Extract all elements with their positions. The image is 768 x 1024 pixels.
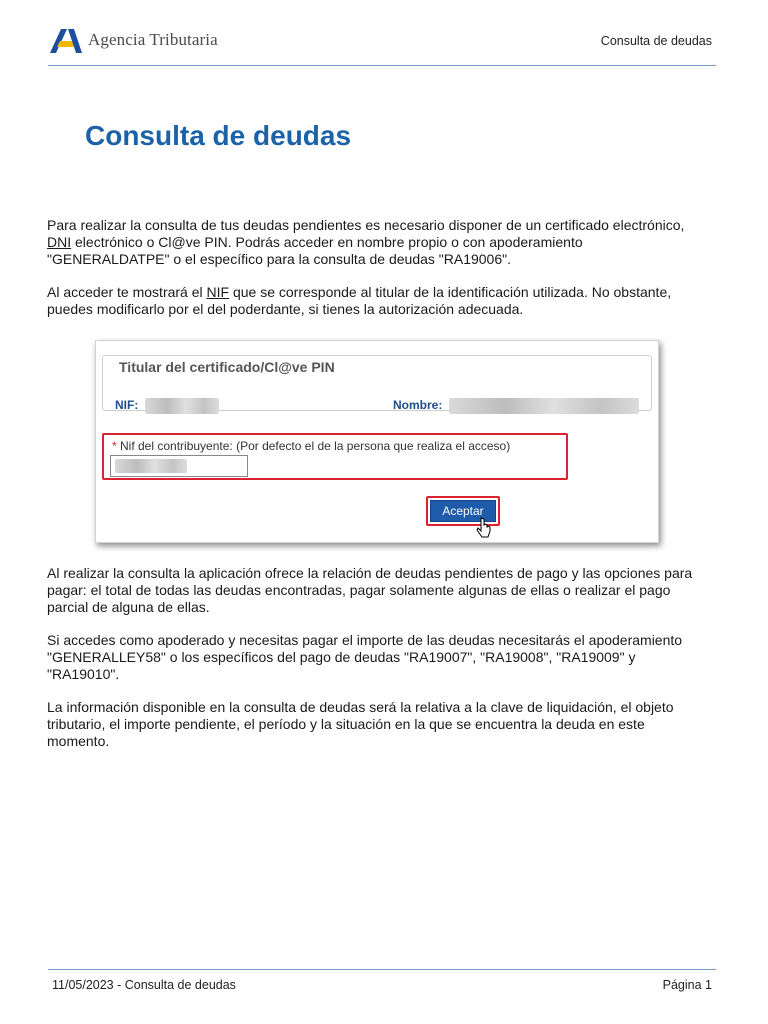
nif-link[interactable]: NIF bbox=[206, 284, 230, 300]
intro-text-end: electrónico o Cl@ve PIN. Podrás acceder en nombre propio o con apoderamiento "GENERALDATPE" o el específico para la consulta de deudas "RA19006". bbox=[47, 234, 583, 267]
header-title: Consulta de deudas bbox=[600, 34, 712, 48]
agencia-tributaria-logo-icon bbox=[48, 25, 84, 55]
nif-text-end: que se corresponde al titular de la identificación utilizada. No obstante, puedes modificarlo por el del poderdante, si tienes la autorización adecuada. bbox=[47, 284, 672, 317]
info-paragraph: La información disponible en la consulta de deudas será la relativa a la clave de liquidación, el objeto tributario, el importe pendiente, el período y la situación en la que se encuentra la deuda en este momento. bbox=[47, 699, 674, 749]
intro-paragraph bbox=[47, 217, 707, 268]
page-title: Consulta de deudas bbox=[85, 120, 352, 151]
fieldset-legend: Titular del certificado/Cl@ve PIN bbox=[115, 359, 339, 375]
blurred-input-value bbox=[115, 459, 187, 473]
nif-paragraph bbox=[47, 284, 707, 318]
agencia-tributaria-logo bbox=[48, 24, 218, 56]
intro-text-start: Para realizar la consulta de tus deudas pendientes es necesario disponer de un certificado electrónico, bbox=[47, 217, 685, 233]
aceptar-button[interactable]: Aceptar bbox=[430, 500, 496, 522]
dni-link[interactable]: DNI bbox=[47, 234, 72, 250]
blurred-nif-value bbox=[145, 398, 219, 414]
apoderado-paragraph: Si accedes como apoderado y necesitas pagar el importe de las deudas necesitarás el apoderamiento "GENERALLEY58" o los específicos del pago de deudas "RA19007", "RA19008", "RA19009" y "RA19010". bbox=[47, 632, 683, 682]
certificate-holder-fieldset bbox=[102, 355, 652, 411]
required-mark: * bbox=[112, 439, 117, 453]
nif-label: NIF: bbox=[115, 398, 139, 412]
footer-date-title: 11/05/2023 - Consulta de deudas bbox=[52, 978, 236, 992]
nif-text-start: Al acceder te mostrará el bbox=[47, 284, 207, 300]
nombre-label: Nombre: bbox=[393, 398, 443, 412]
blurred-nombre-value bbox=[449, 398, 639, 414]
page-header bbox=[48, 20, 716, 66]
mouse-pointer-icon bbox=[476, 517, 492, 539]
nif-contribuyente-highlight bbox=[102, 433, 568, 480]
form-screenshot bbox=[95, 340, 659, 543]
page-number: Página 1 bbox=[662, 978, 712, 992]
nif-contribuyente-input[interactable] bbox=[110, 455, 248, 477]
logo-text: Agencia Tributaria bbox=[88, 30, 218, 49]
payment-options-paragraph: Al realizar la consulta la aplicación ofrece la relación de deudas pendientes de pago y las opciones para pagar: el total de todas las deudas encontradas, pagar solamente algunas de ellas o realizar el pago parcial de alguna de ellas. bbox=[47, 565, 693, 615]
nif-contribuyente-text: Nif del contribuyente: (Por defecto el de la persona que realiza el acceso) bbox=[116, 439, 511, 453]
page-footer bbox=[48, 969, 716, 992]
nif-contribuyente-label bbox=[112, 439, 510, 453]
